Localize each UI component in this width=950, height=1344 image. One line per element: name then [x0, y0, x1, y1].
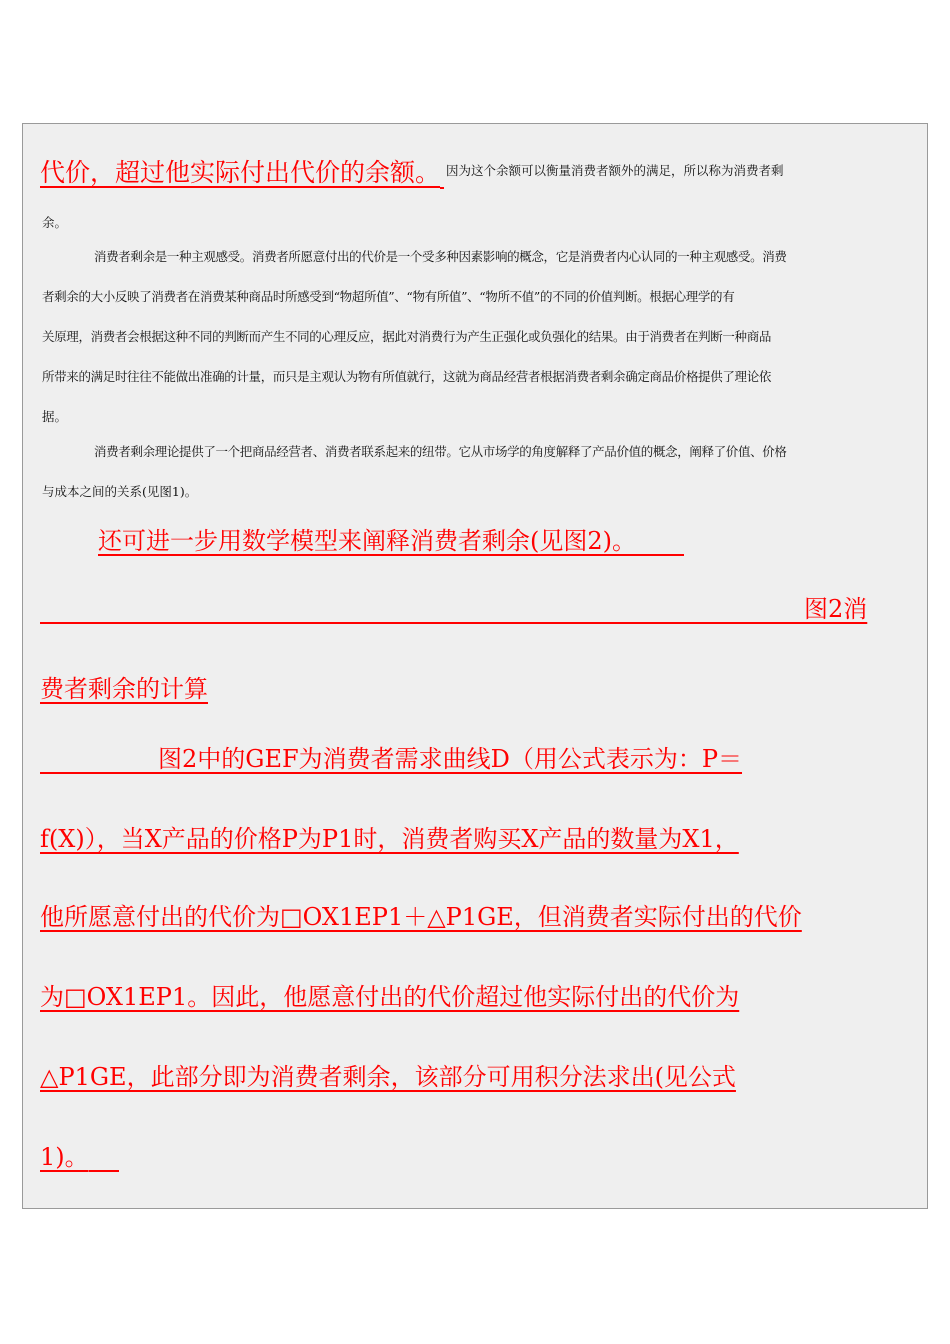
- red-line-2-text: 图2消: [804, 595, 868, 623]
- para1-line2: 者剩余的大小反映了消费者在消费某种商品时所感受到“物超所值”、“物有所值”、“物所不值”的不同的价值判断。根据心理学的有: [42, 289, 735, 304]
- para1-line3: 关原理，消费者会根据这种不同的判断而产生不同的心理反应，据此对消费行为产生正强化或负强化的结果。由于消费者在判断一种商品: [42, 329, 772, 344]
- document-frame: [22, 123, 928, 1209]
- para1-line4: 所带来的满足时往往不能做出准确的计量，而只是主观认为物有所值就行，这就为商品经营者根据消费者剩余确定商品价格提供了理论依: [42, 369, 772, 384]
- red-line-9: [40, 1142, 119, 1172]
- red-line-4: [40, 744, 742, 774]
- red-line-9-text: 1)。: [40, 1143, 89, 1171]
- intro-line: [40, 157, 784, 189]
- red-line-8-text: △P1GE，此部分即为消费者剩余，该部分可用积分法求出(见公式: [40, 1063, 736, 1091]
- intro-underline-gap: [440, 167, 444, 189]
- red-line-6: [40, 902, 802, 932]
- red-line-1-blank: [636, 530, 684, 556]
- red-line-8: [40, 1062, 736, 1092]
- red-line-4-text: 图2中的GEF为消费者需求曲线D（用公式表示为：P＝: [158, 745, 743, 773]
- intro-small-end: 余。: [42, 215, 68, 230]
- para1-line1: 消费者剩余是一种主观感受。消费者所愿意付出的代价是一个受多种因素影响的概念，它是消费者内心认同的一种主观感受。消费: [94, 249, 787, 264]
- red-line-9-blank: [89, 1146, 119, 1172]
- red-line-7-text: 为□OX1EP1。因此，他愿意付出的代价超过他实际付出的代价为: [40, 983, 740, 1011]
- para2-line2: 与成本之间的关系(见图1)。: [42, 484, 198, 499]
- intro-red-text: 代价，超过他实际付出代价的余额。: [40, 158, 441, 187]
- red-line-1: [84, 526, 684, 556]
- red-line-2: [40, 594, 867, 624]
- red-line-5-text: f(X)），当X产品的价格P为P1时，消费者购买X产品的数量为X1，: [40, 825, 739, 853]
- red-line-7: [40, 982, 739, 1012]
- red-line-4-blank: [40, 748, 158, 774]
- red-line-5: [40, 824, 739, 854]
- red-line-6-text: 他所愿意付出的代价为□OX1EP1＋△P1GE，但消费者实际付出的代价: [40, 903, 802, 931]
- red-line-2-blank: [40, 598, 804, 624]
- red-line-3: [40, 674, 208, 704]
- intro-small-text: 因为这个余额可以衡量消费者额外的满足，所以称为消费者剩: [446, 163, 784, 178]
- para1-line5: 据。: [42, 409, 68, 424]
- red-line-3-text: 费者剩余的计算: [40, 675, 208, 703]
- red-line-1-text: 还可进一步用数学模型来阐释消费者剩余(见图2)。: [98, 527, 636, 555]
- para2-line1: 消费者剩余理论提供了一个把商品经营者、消费者联系起来的纽带。它从市场学的角度解释了产品价值的概念，阐释了价值、价格: [94, 444, 787, 459]
